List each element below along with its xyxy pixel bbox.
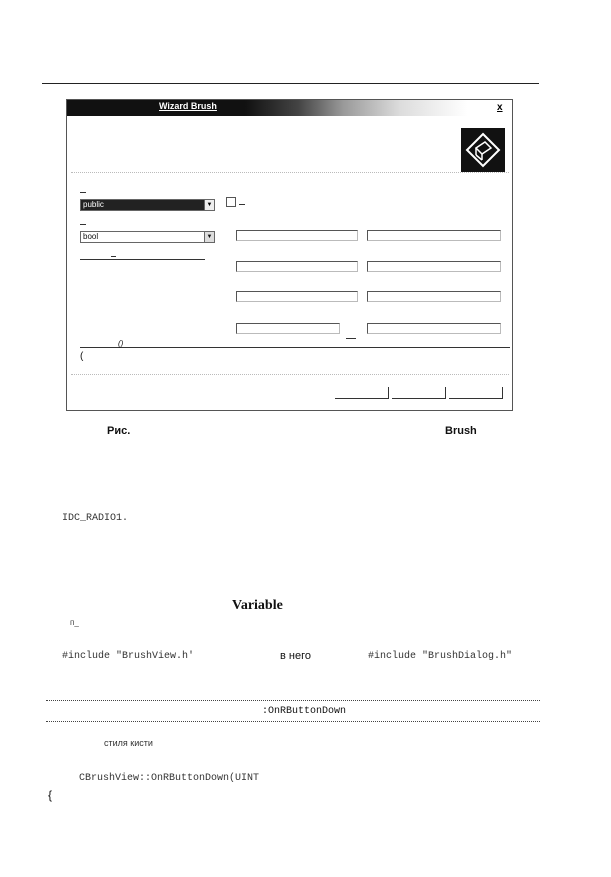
type-combo[interactable] <box>80 231 215 243</box>
field-8[interactable] <box>367 323 501 334</box>
in-word: в него <box>280 650 311 662</box>
edit-field-suffix: () <box>118 339 124 348</box>
edit-field[interactable] <box>80 339 510 362</box>
field-4[interactable] <box>367 261 501 272</box>
dialog-button-1[interactable] <box>335 387 389 399</box>
dialog-titlebar <box>67 100 512 116</box>
variable-heading: Variable <box>232 598 283 613</box>
figure-label: Рис. <box>107 425 131 437</box>
figure-name: Brush <box>445 425 477 437</box>
field-7[interactable] <box>236 323 340 334</box>
label-stub <box>80 224 86 225</box>
field-7-mark <box>346 338 356 339</box>
wizard-logo-icon <box>461 128 505 172</box>
option-checkbox[interactable] <box>226 197 236 207</box>
header-separator <box>71 172 509 173</box>
top-rule <box>42 83 539 84</box>
field-2[interactable] <box>367 230 501 241</box>
dialog-button-3[interactable] <box>449 387 503 399</box>
function-signature: CBrushView::OnRButtonDown(UINT <box>79 773 260 784</box>
dialog-close-button[interactable]: x <box>497 102 503 113</box>
type-combo-value: bool <box>83 232 99 241</box>
small-mark: п_ <box>70 618 79 627</box>
open-brace: { <box>48 788 53 802</box>
listing-title: :OnRButtonDown <box>262 706 347 717</box>
field-5[interactable] <box>236 291 358 302</box>
wizard-dialog <box>66 99 513 411</box>
field-1[interactable] <box>236 230 358 241</box>
listing-box <box>46 700 540 722</box>
radio-id-text: IDC_RADIO1. <box>62 513 129 524</box>
name-underline <box>80 259 205 260</box>
checkbox-label-stub <box>239 204 245 205</box>
dialog-title: Wizard Brush <box>159 101 217 111</box>
dialog-button-2[interactable] <box>392 387 446 399</box>
chevron-down-icon[interactable]: ▼ <box>204 200 214 210</box>
access-combo-value: public <box>83 200 104 209</box>
footer-separator <box>71 374 509 375</box>
edit-field-prefix: ( <box>80 351 84 362</box>
field-3[interactable] <box>236 261 358 272</box>
include-brushview: #include "BrushView.h' <box>62 651 195 662</box>
label-stub <box>80 192 86 193</box>
brush-style-comment: стиля кисти <box>104 738 153 748</box>
name-underline-mark <box>111 256 116 257</box>
access-combo[interactable] <box>80 199 215 211</box>
edit-field-top-line <box>80 347 510 348</box>
field-6[interactable] <box>367 291 501 302</box>
chevron-down-icon[interactable]: ▼ <box>204 232 214 242</box>
include-brushdialog: #include "BrushDialog.h" <box>368 651 513 662</box>
